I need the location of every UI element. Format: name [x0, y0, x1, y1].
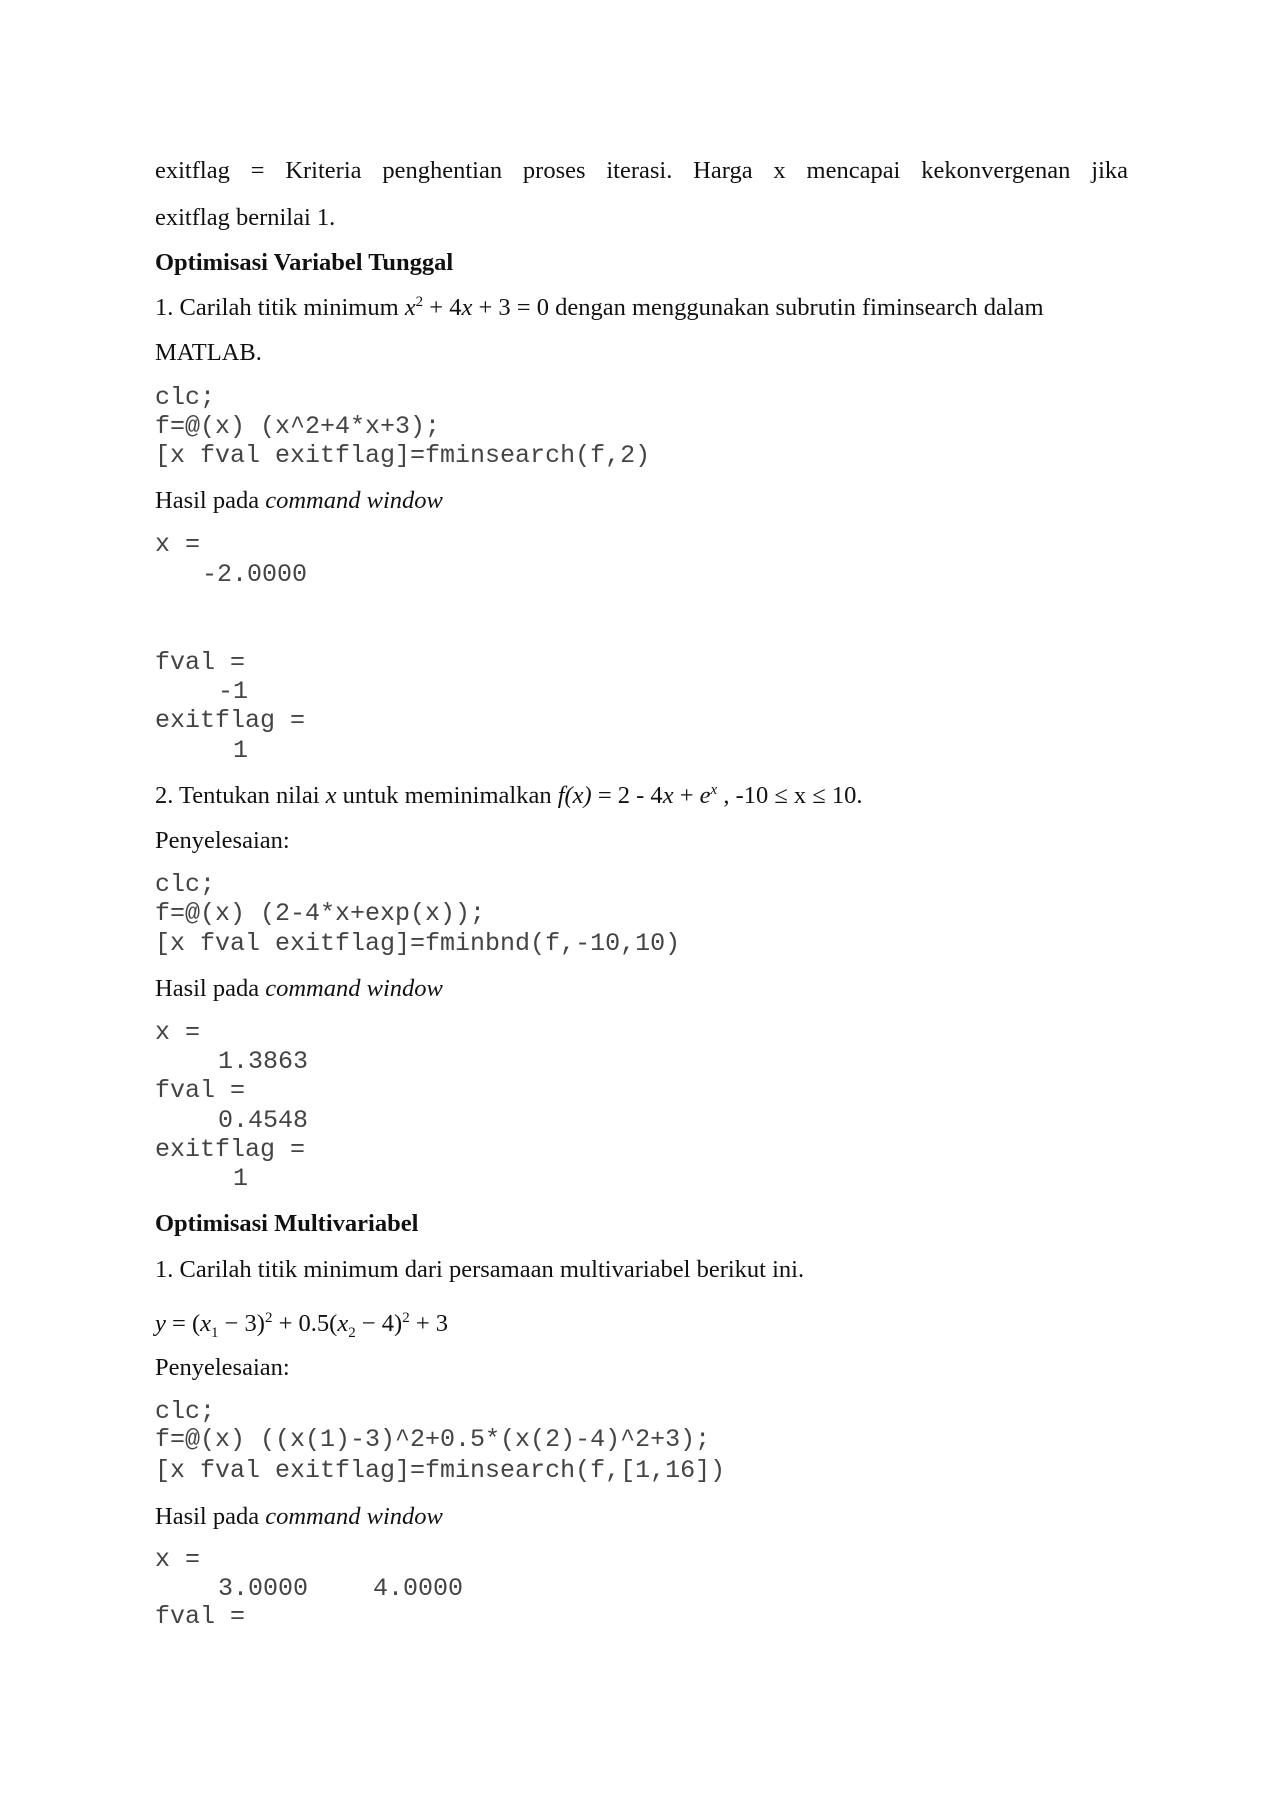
result-label-italic: command window [265, 975, 443, 1002]
q-text: = 2 - 4 [591, 782, 663, 809]
q-var: x [461, 294, 473, 321]
q-text: + [673, 782, 700, 809]
q-var: e [699, 782, 711, 809]
solution-label: Penyelesaian: [155, 827, 290, 854]
result-label-text: Hasil pada [155, 487, 266, 514]
output-fval-value: -1 [218, 677, 249, 706]
q-var: x [325, 782, 337, 809]
question-1 [155, 293, 1044, 323]
q-text: + 4 [423, 294, 462, 321]
question-1-line2: MATLAB. [155, 339, 262, 366]
output-x-label: x = [155, 1018, 201, 1047]
eq-text: = ( [165, 1310, 201, 1337]
code-line: f=@(x) (2-4*x+exp(x)); [155, 899, 486, 928]
q-text: 2. Tentukan nilai [155, 782, 326, 809]
code-line: clc; [155, 870, 216, 899]
q-text: untuk meminimalkan [336, 782, 558, 809]
q-func: f(x) [557, 782, 592, 809]
result-label-text: Hasil pada [155, 975, 266, 1002]
equation [155, 1309, 448, 1339]
intro-text-line2: exitflag bernilai 1. [155, 204, 336, 231]
output-exitflag-value: 1 [233, 1164, 249, 1193]
output-x-value-2: 4.0000 [373, 1574, 464, 1603]
intro-text-line1: exitflag = Kriteria penghentian proses iterasi. Harga x mencapai kekonvergenan jika [155, 157, 1128, 184]
output-fval-label: fval = [155, 1602, 246, 1631]
eq-sup: 2 [264, 1309, 273, 1326]
output-x-value: -2.0000 [202, 560, 308, 589]
eq-sup: 2 [402, 1309, 410, 1326]
question-2 [155, 781, 863, 811]
eq-text: − 3) [218, 1310, 265, 1337]
output-fval-value: 0.4548 [218, 1106, 309, 1135]
code-line: clc; [155, 1397, 216, 1426]
result-label [155, 1502, 443, 1532]
q-text: , -10 ≤ x ≤ 10. [717, 782, 863, 809]
output-exitflag-value: 1 [233, 736, 249, 765]
result-label-italic: command window [265, 487, 443, 514]
eq-var: x [337, 1310, 349, 1337]
q-sup: 2 [415, 293, 424, 310]
output-x-label: x = [155, 1545, 201, 1574]
section-heading-multivariable: Optimisasi Multivariabel [155, 1210, 419, 1237]
eq-sub: 1 [210, 1324, 219, 1341]
output-fval-label: fval = [155, 648, 246, 677]
eq-text: + 3 [409, 1310, 449, 1337]
q-var: x [662, 782, 674, 809]
code-line: clc; [155, 383, 216, 412]
q-sup: x [710, 781, 718, 798]
output-x-value: 1.3863 [218, 1047, 309, 1076]
code-line: [x fval exitflag]=fminsearch(f,[1,16]) [155, 1456, 726, 1485]
output-x-value-1: 3.0000 [218, 1574, 309, 1603]
result-label-text: Hasil pada [155, 1503, 266, 1530]
q-text: + 3 = 0 dengan menggunakan subrutin fiminsearch dalam [472, 294, 1044, 321]
result-label [155, 974, 443, 1004]
code-line: f=@(x) (x^2+4*x+3); [155, 412, 441, 441]
q-var: x [404, 294, 416, 321]
eq-sub: 2 [348, 1324, 356, 1341]
result-label [155, 486, 443, 516]
output-exitflag-label: exitflag = [155, 1135, 306, 1164]
eq-var: y [155, 1310, 166, 1337]
solution-label: Penyelesaian: [155, 1354, 290, 1381]
q-text: 1. Carilah titik minimum [155, 294, 405, 321]
code-line: f=@(x) ((x(1)-3)^2+0.5*(x(2)-4)^2+3); [155, 1425, 711, 1454]
section-heading-single-variable: Optimisasi Variabel Tunggal [155, 249, 454, 276]
eq-text: + 0.5( [272, 1310, 338, 1337]
output-x-label: x = [155, 530, 201, 559]
code-line: [x fval exitflag]=fminsearch(f,2) [155, 441, 651, 470]
eq-text: − 4) [355, 1310, 403, 1337]
result-label-italic: command window [265, 1503, 443, 1530]
output-exitflag-label: exitflag = [155, 706, 306, 735]
output-fval-label: fval = [155, 1076, 246, 1105]
question-multivariable: 1. Carilah titik minimum dari persamaan multivariabel berikut ini. [155, 1256, 805, 1283]
eq-var: x [200, 1310, 211, 1337]
code-line: [x fval exitflag]=fminbnd(f,-10,10) [155, 929, 681, 958]
